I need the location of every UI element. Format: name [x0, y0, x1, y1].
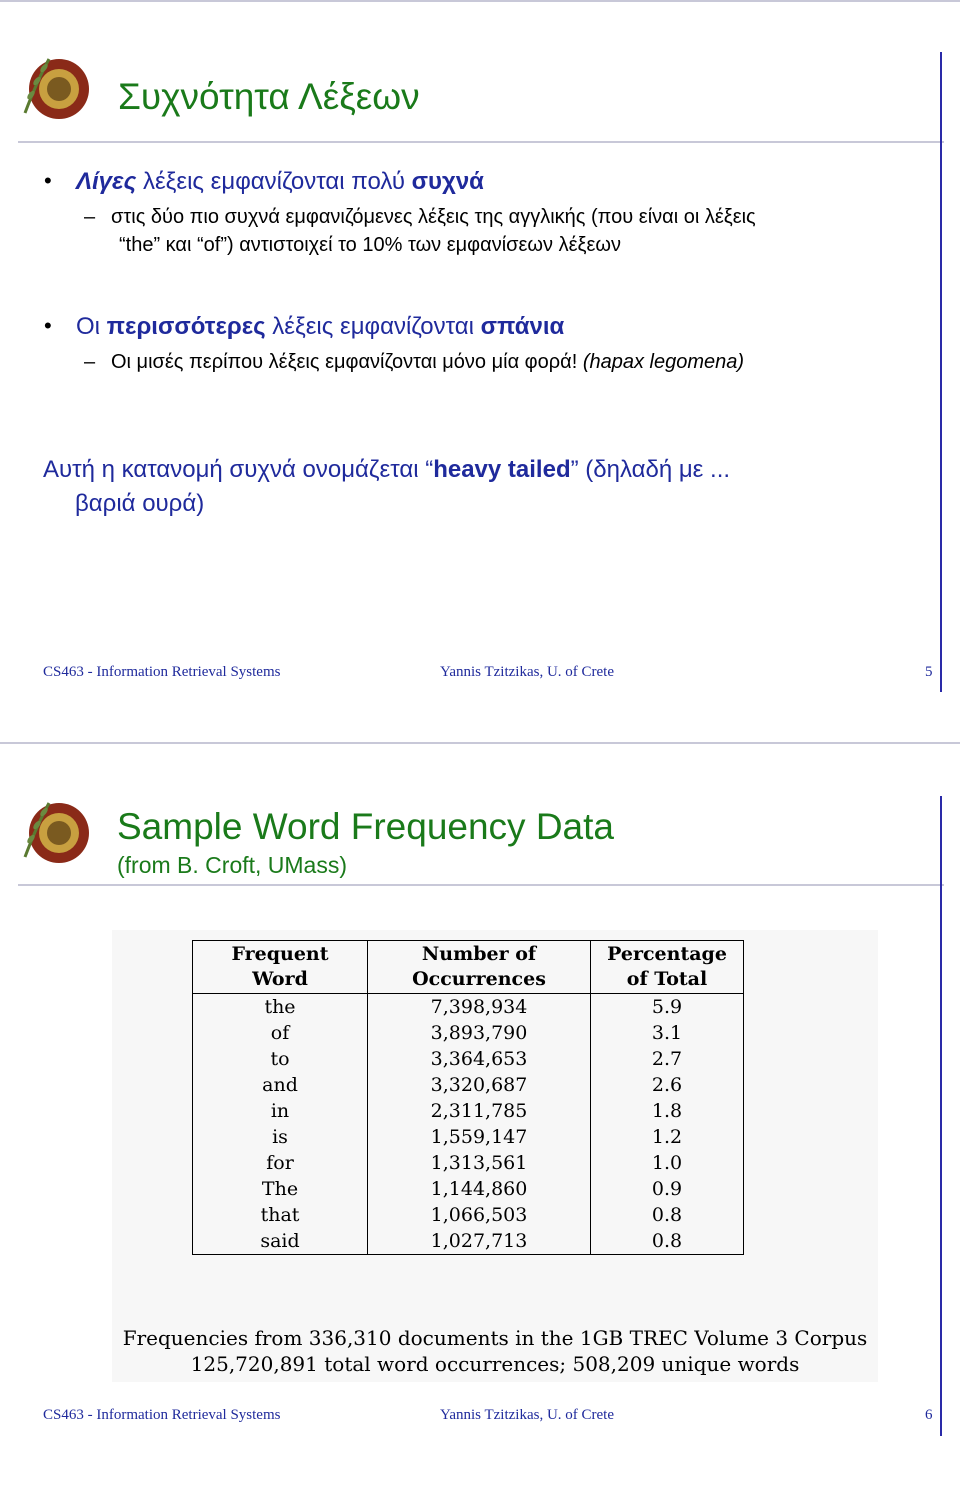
cell-word: The: [193, 1176, 368, 1202]
slide-top-border: [0, 742, 960, 744]
footer-course: CS463 - Information Retrieval Systems: [43, 664, 281, 680]
sub-bullet-the-of-cont: “the” και “of”) αντιστοιχεί το 10% των εμφανίσεων λέξεων: [119, 234, 621, 256]
cell-percentage: 2.7: [591, 1046, 744, 1072]
cell-word: that: [193, 1202, 368, 1228]
cell-percentage: 1.2: [591, 1124, 744, 1150]
footer-page-number: 6: [925, 1407, 933, 1423]
text-words-appear: λέξεις εμφανίζονται πολύ: [136, 168, 412, 195]
cell-occurrences: 1,144,860: [368, 1176, 591, 1202]
emph-often: συχνά: [411, 168, 484, 195]
university-logo: [19, 51, 91, 123]
bullet-most-words: [76, 313, 564, 341]
footer-author: Yannis Tzitzikas, U. of Crete: [440, 664, 615, 680]
emph-heavy-tailed: heavy tailed: [433, 456, 571, 483]
footer-author: Yannis Tzitzikas, U. of Crete: [440, 1407, 615, 1423]
cell-percentage: 1.0: [591, 1150, 744, 1176]
cell-word: the: [193, 994, 368, 1021]
slide-6: [0, 742, 960, 1489]
emph-few: Λίγες: [76, 168, 137, 195]
sub-bullet-the-of: στις δύο πιο συχνά εμφανιζόμενες λέξεις της αγγλικής (που είναι οι λέξεις: [111, 206, 756, 228]
text-distribution: Αυτή η κατανομή συχνά ονομάζεται “: [43, 456, 434, 483]
sub-bullet-hapax: [111, 351, 744, 374]
text-half-words: Οι μισές περίπου λέξεις εμφανίζονται μόνο μία φορά!: [111, 351, 583, 373]
cell-percentage: 0.8: [591, 1228, 744, 1255]
footer-course: CS463 - Information Retrieval Systems: [43, 1407, 281, 1423]
table-row: [193, 1228, 744, 1255]
cell-occurrences: 7,398,934: [368, 994, 591, 1021]
slide-title: Sample Word Frequency Data: [117, 806, 614, 847]
column-header: Frequent Word: [193, 941, 368, 994]
table-caption-line2: 125,720,891 total word occurrences; 508,209 unique words: [190, 1352, 800, 1376]
table-header-row: [193, 941, 744, 994]
table-row: [193, 1124, 744, 1150]
emph-rarely: σπάνια: [480, 313, 565, 340]
slide-subtitle: (from B. Croft, UMass): [117, 852, 348, 878]
university-logo: [19, 795, 91, 867]
table-row: [193, 1176, 744, 1202]
footer-page-number: 5: [925, 664, 933, 680]
cell-percentage: 5.9: [591, 994, 744, 1021]
cell-occurrences: 3,893,790: [368, 1020, 591, 1046]
column-header: Number of Occurrences: [368, 941, 591, 994]
table-row: [193, 994, 744, 1021]
table-row: [193, 1202, 744, 1228]
table-row: [193, 1098, 744, 1124]
cell-percentage: 2.6: [591, 1072, 744, 1098]
slide-top-border: [0, 0, 960, 2]
slide-right-rule: [940, 52, 942, 692]
cell-percentage: 0.8: [591, 1202, 744, 1228]
cell-word: for: [193, 1150, 368, 1176]
bullet-few-words: [76, 168, 484, 196]
cell-percentage: 1.8: [591, 1098, 744, 1124]
cell-percentage: 0.9: [591, 1176, 744, 1202]
slide-5: [0, 0, 960, 742]
cell-word: and: [193, 1072, 368, 1098]
title-separator: [18, 141, 944, 143]
cell-word: of: [193, 1020, 368, 1046]
cell-word: is: [193, 1124, 368, 1150]
title-separator: [18, 884, 944, 886]
cell-occurrences: 1,066,503: [368, 1202, 591, 1228]
cell-occurrences: 3,364,653: [368, 1046, 591, 1072]
slide-right-rule: [940, 796, 942, 1436]
dash: –: [84, 206, 96, 228]
cell-word: to: [193, 1046, 368, 1072]
cell-occurrences: 1,313,561: [368, 1150, 591, 1176]
dash: –: [84, 351, 96, 373]
hapax-legomena: (hapax legomena): [582, 351, 745, 373]
cell-occurrences: 3,320,687: [368, 1072, 591, 1098]
table-caption-line1: Frequencies from 336,310 documents in the 1GB TREC Volume 3 Corpus: [122, 1326, 868, 1350]
heavy-tailed-paragraph: [43, 456, 730, 484]
table-row: [193, 1072, 744, 1098]
cell-word: in: [193, 1098, 368, 1124]
table-row: [193, 1150, 744, 1176]
cell-word: said: [193, 1228, 368, 1255]
heavy-tailed-paragraph-cont: βαριά ουρά): [75, 490, 205, 517]
table-row: [193, 1046, 744, 1072]
slide-title: Συχνότητα Λέξεων: [118, 76, 420, 117]
cell-percentage: 3.1: [591, 1020, 744, 1046]
cell-occurrences: 2,311,785: [368, 1098, 591, 1124]
table-row: [193, 1020, 744, 1046]
frequency-table-figure: [112, 930, 878, 1382]
text-meaning: ” (δηλαδή με ...: [570, 456, 731, 483]
text-words-appear: λέξεις εμφανίζονται: [265, 313, 481, 340]
bullet-dot: •: [44, 168, 52, 193]
cell-occurrences: 1,559,147: [368, 1124, 591, 1150]
cell-occurrences: 1,027,713: [368, 1228, 591, 1255]
column-header: Percentage of Total: [591, 941, 744, 994]
word-frequency-table: [192, 940, 744, 1255]
emph-most: περισσότερες: [106, 313, 266, 340]
bullet-dot: •: [44, 313, 52, 338]
text-oi: Οι: [76, 313, 107, 340]
